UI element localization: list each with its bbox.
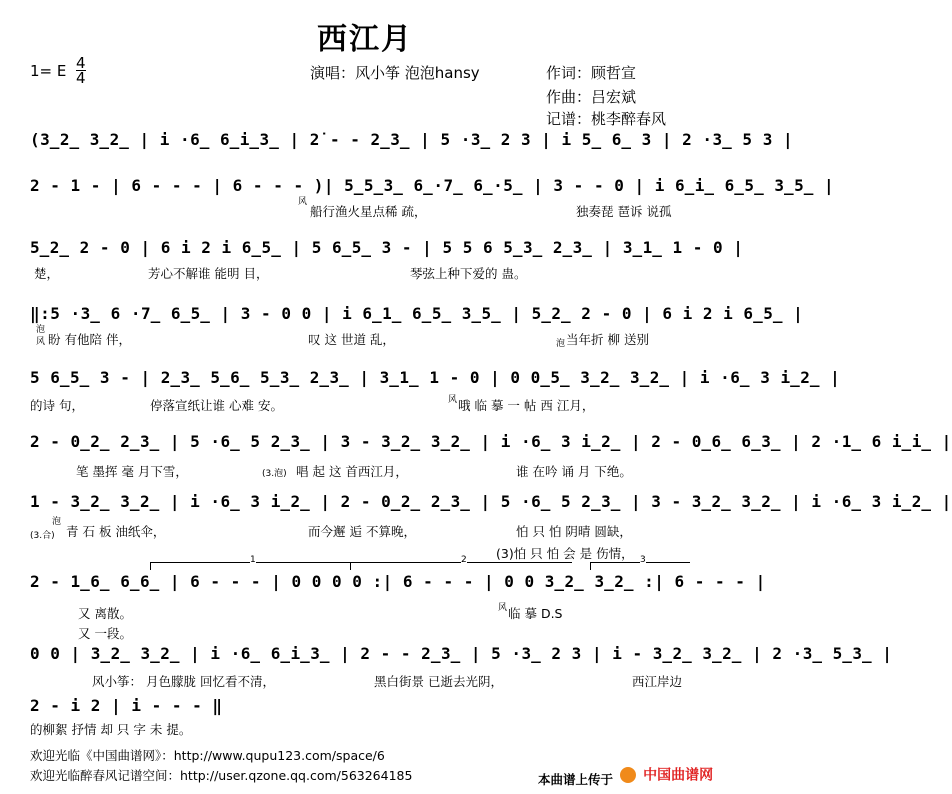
notation-row: 5 6̲5̲ 3 - | 2̲3̲ 5̲6̲ 5̲3̲ 2̲3̲ | 3̲1̲ 1 - 0 | 0 0̲5̲ 3̲2̲ 3̲2̲ | i ·6̲ 3 i̲2̲ | xyxy=(30,368,841,387)
notation-row: 2 - 1̲6̲ 6̲6̲ | 6 - - - | 0 0 0 0 :| 6 - - - | 0 0 3̲2̲ 3̲2̲ :| 6 - - - | xyxy=(30,572,766,591)
notation-row: (3̲2̲ 3̲2̲ | i ·6̲ 6̲i̲3̲ | 2̇ - - 2̲3̲ | 5 ·3̲ 2 3 | i 5̲ 6̲ 3 | 2 ·3̲ 5 3 | xyxy=(30,130,794,149)
lyric-text: (3.泡) xyxy=(262,469,287,479)
time-signature-bottom: 4 xyxy=(76,69,86,87)
lyric-text: 泡 xyxy=(52,517,62,527)
lyric-text: 风小筝： 月色朦胧 回忆看不清， xyxy=(92,674,275,689)
volta-tick xyxy=(590,562,591,570)
transcriber-credit: 记谱：桃李醉春风 xyxy=(546,110,667,128)
notation-row: 5̲2̲ 2 - 0 | 6 i 2 i 6̲5̲ | 5 6̲5̲ 3 - | 5 5 6 5̲3̲ 2̲3̲ | 3̲1̲ 1 - 0 | xyxy=(30,238,744,257)
notation-row: 0 0 | 3̲2̲ 3̲2̲ | i ·6̲ 6̲i̲3̲ | 2 - - 2̲3̲ | 5 ·3̲ 2 3 | i - 3̲2̲ 3̲2̲ | 2 ·3̲ 5̲3̲ | xyxy=(30,644,893,663)
volta-tick xyxy=(150,562,151,570)
site-logo[interactable] xyxy=(620,764,724,788)
lyric-text: 谁 在吟 诵 月 下绝。 xyxy=(516,464,632,479)
lyric-text: 叹 这 世道 乱， xyxy=(308,332,395,347)
lyric-text: 盼 有他陪 伴， xyxy=(48,332,131,347)
lyric-text: 临 摹 D.S xyxy=(508,606,563,621)
lyric-text: 笔 墨挥 毫 月下雪， xyxy=(76,464,188,479)
logo-mark-icon xyxy=(620,767,636,783)
composer-credit: 作曲：吕宏斌 xyxy=(546,88,637,106)
page-title: 西江月 xyxy=(317,22,413,57)
lyric-text: 芳心不解谁 能明 目， xyxy=(148,266,269,281)
lyric-text: 船行渔火星点稀 疏， xyxy=(310,204,427,219)
lyricist-credit: 作词：顾哲宣 xyxy=(546,64,637,82)
lyric-text: 泡 xyxy=(556,339,566,349)
lyric-text: 泡 xyxy=(36,325,46,335)
lyric-text: 当年折 柳 送别 xyxy=(566,332,649,347)
notation-row: 2 - 0̲2̲ 2̲3̲ | 5 ·6̲ 5 2̲3̲ | 3 - 3̲2̲ 3̲2̲ | i ·6̲ 3 i̲2̲ | 2 - 0̲6̲ 6̲3̲ | 2 ·1̲ 6 i̲i̲ | xyxy=(30,432,952,451)
lyric-text: 又 一段。 xyxy=(78,626,132,641)
lyric-text: 西江岸边 xyxy=(632,674,683,689)
lyric-text: 黑白街景 已逝去光阴， xyxy=(374,674,503,689)
lyric-text: 的柳絮 抒情 却 只 字 未 提。 xyxy=(30,722,192,737)
volta-label: 2 xyxy=(461,555,467,565)
site-name: 中国曲谱网 xyxy=(643,767,714,784)
upload-notice: 本曲谱上传于 xyxy=(538,772,614,787)
time-signature-top: 4 xyxy=(76,54,86,72)
lyric-text: 怕 只 怕 阴晴 圆缺， xyxy=(516,524,632,539)
lyric-text: (3.合) xyxy=(30,531,55,541)
time-signature xyxy=(76,56,86,85)
lyric-text: 风 xyxy=(298,197,308,207)
lyric-text: 风 xyxy=(36,337,46,347)
singer-credit: 演唱：风小筝 泡泡hansy xyxy=(310,64,480,82)
lyric-text: 独奏琵 琶诉 说孤 xyxy=(576,204,672,219)
notation-row: 2 - i 2 | i - - - ‖ xyxy=(30,696,223,715)
lyric-text: 停落宣纸让谁 心难 安。 xyxy=(150,398,283,413)
lyric-text: (3)怕 只 怕 会 是 伤情， xyxy=(496,546,634,561)
lyric-text: 琴弦上种下爱的 蛊。 xyxy=(410,266,527,281)
volta-label: 3 xyxy=(640,555,646,565)
footer-line-2: 欢迎光临醉春风记谱空间：http://user.qzone.qq.com/563264185 xyxy=(30,768,413,783)
lyric-text: 而今邂 逅 不算晚， xyxy=(308,524,416,539)
lyric-text: 哦 临 摹 一 帖 西 江月， xyxy=(458,398,595,413)
volta-tick xyxy=(350,562,351,570)
lyric-text: 唱 起 这 首西江月， xyxy=(296,464,408,479)
lyric-text: 青 石 板 油纸伞， xyxy=(66,524,166,539)
key-signature: 1= E xyxy=(30,62,67,80)
lyric-text: 的诗 句， xyxy=(30,398,84,413)
lyric-text: 风 xyxy=(448,395,458,405)
notation-row: 1 - 3̲2̲ 3̲2̲ | i ·6̲ 3 i̲2̲ | 2 - 0̲2̲ 2̲3̲ | 5 ·6̲ 5 2̲3̲ | 3 - 3̲2̲ 3̲2̲ | i ·6̲ 3 i̲2̲ | xyxy=(30,492,952,511)
lyric-text: 风 xyxy=(498,603,508,613)
notation-row: 2 - 1 - | 6 - - - | 6 - - - )| 5̲5̲3̲ 6̲·7̲ 6̲·5̲ | 3 - - 0 | i 6̲i̲ 6̲5̲ 3̲5̲ | xyxy=(30,176,835,195)
lyric-text: 又 离散。 xyxy=(78,606,132,621)
notation-row: ‖:5 ·3̲ 6 ·7̲ 6̲5̲ | 3 - 0 0 | i 6̲1̲ 6̲5̲ 3̲5̲ | 5̲2̲ 2 - 0 | 6 i 2 i 6̲5̲ | xyxy=(30,304,804,323)
footer-line-1: 欢迎光临《中国曲谱网》：http://www.qupu123.com/space/6 xyxy=(30,748,385,763)
volta-label: 1 xyxy=(250,555,256,565)
lyric-text: 楚， xyxy=(34,266,60,281)
